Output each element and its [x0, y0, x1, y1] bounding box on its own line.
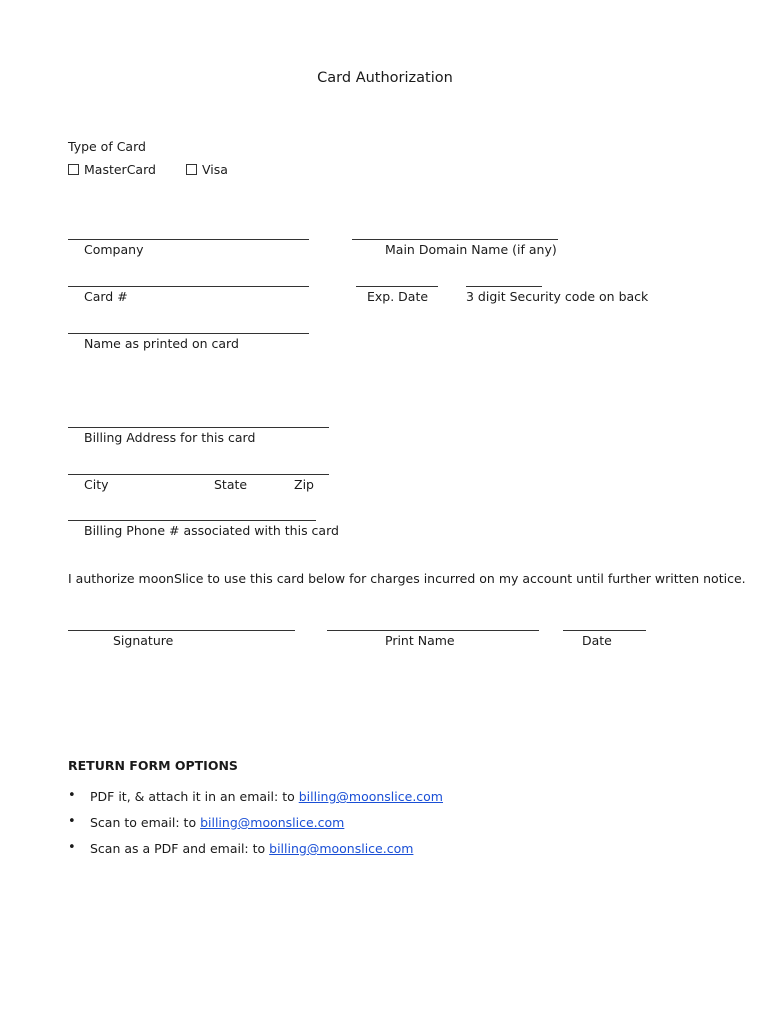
exp-date-label: Exp. Date [367, 289, 429, 304]
bullet-icon: • [68, 840, 76, 855]
city-state-zip-field[interactable] [68, 474, 329, 475]
billing-address-field[interactable] [68, 427, 329, 428]
card-number-field[interactable] [68, 286, 309, 287]
mastercard-label: MasterCard [84, 162, 156, 177]
security-code-field[interactable] [466, 286, 542, 287]
state-label: State [214, 477, 248, 492]
card-number-label: Card # [84, 289, 128, 304]
zip-label: Zip [294, 477, 314, 492]
card-type-label: Type of Card [68, 139, 146, 154]
company-field[interactable] [68, 239, 309, 240]
mastercard-option[interactable] [68, 162, 156, 177]
bullet-icon: • [68, 814, 76, 829]
return-options-heading: RETURN FORM OPTIONS [68, 758, 238, 773]
exp-date-field[interactable] [356, 286, 438, 287]
security-code-label: 3 digit Security code on back [466, 289, 649, 304]
print-name-label: Print Name [385, 633, 455, 648]
return-option-item [90, 841, 413, 856]
return-option-item [90, 815, 344, 830]
bullet-icon: • [68, 788, 76, 803]
billing-email-link[interactable]: billing@moonslice.com [298, 789, 443, 804]
billing-phone-field[interactable] [68, 520, 316, 521]
signature-label: Signature [113, 633, 174, 648]
main-domain-label: Main Domain Name (if any) [385, 242, 557, 257]
visa-checkbox[interactable] [186, 164, 197, 175]
return-option-item [90, 789, 443, 804]
visa-label: Visa [202, 162, 228, 177]
date-label: Date [582, 633, 612, 648]
billing-phone-label: Billing Phone # associated with this card [84, 523, 339, 538]
billing-email-link[interactable]: billing@moonslice.com [269, 841, 414, 856]
main-domain-field[interactable] [352, 239, 558, 240]
billing-email-link[interactable]: billing@moonslice.com [200, 815, 345, 830]
date-field[interactable] [563, 630, 646, 631]
visa-option[interactable] [186, 162, 228, 177]
return-option-text: PDF it, & attach it in an email: to [90, 789, 299, 804]
signature-field[interactable] [68, 630, 295, 631]
print-name-field[interactable] [327, 630, 539, 631]
company-label: Company [84, 242, 144, 257]
return-option-text: Scan to email: to [90, 815, 201, 830]
return-option-text: Scan as a PDF and email: to [90, 841, 270, 856]
city-label: City [84, 477, 109, 492]
authorization-statement: I authorize moonSlice to use this card below for charges incurred on my account until further written notice. [68, 571, 746, 586]
page-title: Card Authorization [317, 70, 453, 86]
billing-address-label: Billing Address for this card [84, 430, 256, 445]
name-on-card-label: Name as printed on card [84, 336, 239, 351]
name-on-card-field[interactable] [68, 333, 309, 334]
mastercard-checkbox[interactable] [68, 164, 79, 175]
